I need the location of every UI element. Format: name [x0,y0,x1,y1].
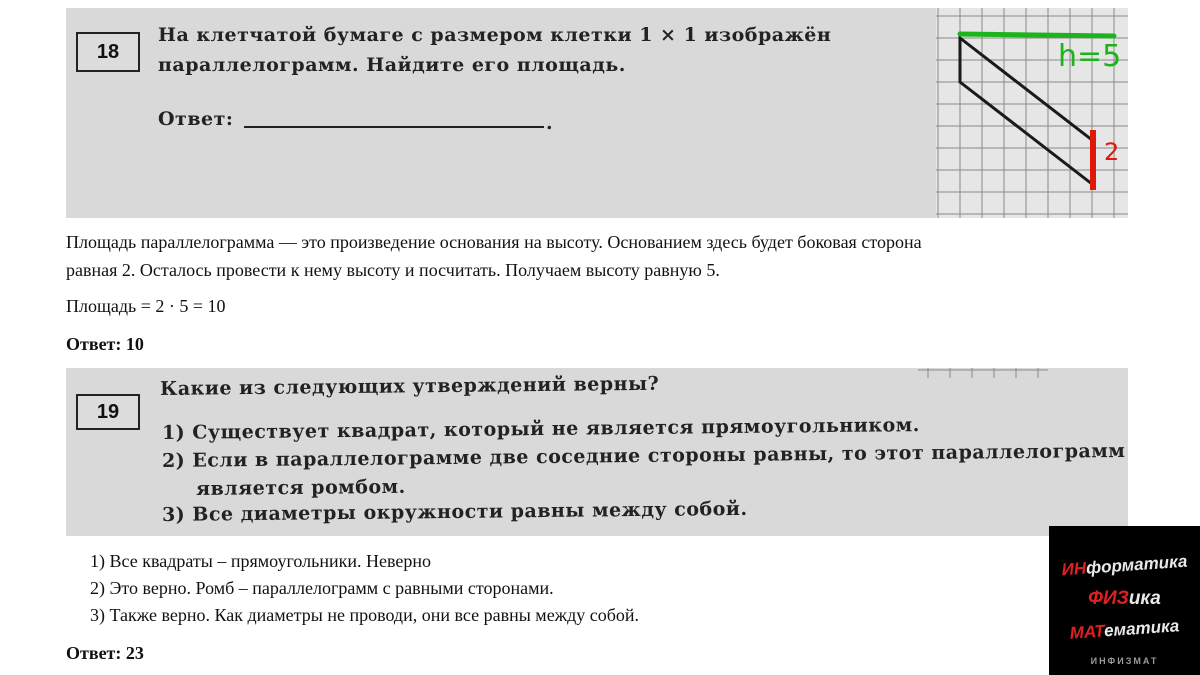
answer-blank-line [244,126,544,128]
task-number-box: 18 [76,32,140,72]
height-line-annotation [960,34,1114,36]
answer-label: Ответ: [158,108,234,130]
solution-19-line-1: 1) Все квадраты – прямоугольники. Неверно [90,551,431,571]
side-annotation-label: 2 [1104,138,1120,166]
task-18-text-line-1: На клетчатой бумаге с размером клетки 1 × 1 изображён [158,24,832,46]
task-19-option-2-continued: является ромбом. [195,475,406,500]
solution-19-line-2: 2) Это верно. Ромб – параллелограмм с равными сторонами. [90,578,554,598]
task-19-option-2: 2) Если в параллелограмме две соседние стороны равны, то этот параллелограмм [161,439,1126,472]
logo-footer: ИНФИЗМАТ [1090,656,1159,666]
task-19-option-1: 1) Существует квадрат, который не является прямоугольником. [161,414,920,444]
logo-line-informatika: ИНформатика [1060,551,1188,580]
solution-18-line-2: равная 2. Осталось провести к нему высоту и посчитать. Получаем высоту равную 5. [66,260,720,280]
solution-19-answer: Ответ: 23 [66,643,144,663]
solution-18-area-formula: Площадь = 2 · 5 = 10 [66,296,226,316]
task-19-option-3: 3) Все диаметры окружности равны между собой. [161,497,748,526]
solution-18-line-1: Площадь параллелограмма — это произведение основания на высоту. Основанием здесь будет боковая сторона [66,232,922,252]
logo-line-fizika: ФИЗика [1088,588,1161,609]
grid-strip-fragment [918,368,1048,378]
infizmat-logo [1049,526,1200,675]
task-18-photo [66,8,1128,218]
answer-period: . [546,112,554,134]
solution-18-answer: Ответ: 10 [66,334,144,354]
task-19-question: Какие из следующих утверждений верны? [159,372,660,400]
task-18-text-line-2: параллелограмм. Найдите его площадь. [158,54,626,76]
task-19-photo [66,368,1128,536]
height-annotation-label: h=5 [1058,39,1122,74]
solution-19-line-3: 3) Также верно. Как диаметры не проводи, они все равны между собой. [90,605,640,625]
task-number-box: 19 [76,394,140,430]
parallelogram-grid-figure [936,8,1128,218]
logo-line-matematika: МАТематика [1069,616,1180,643]
